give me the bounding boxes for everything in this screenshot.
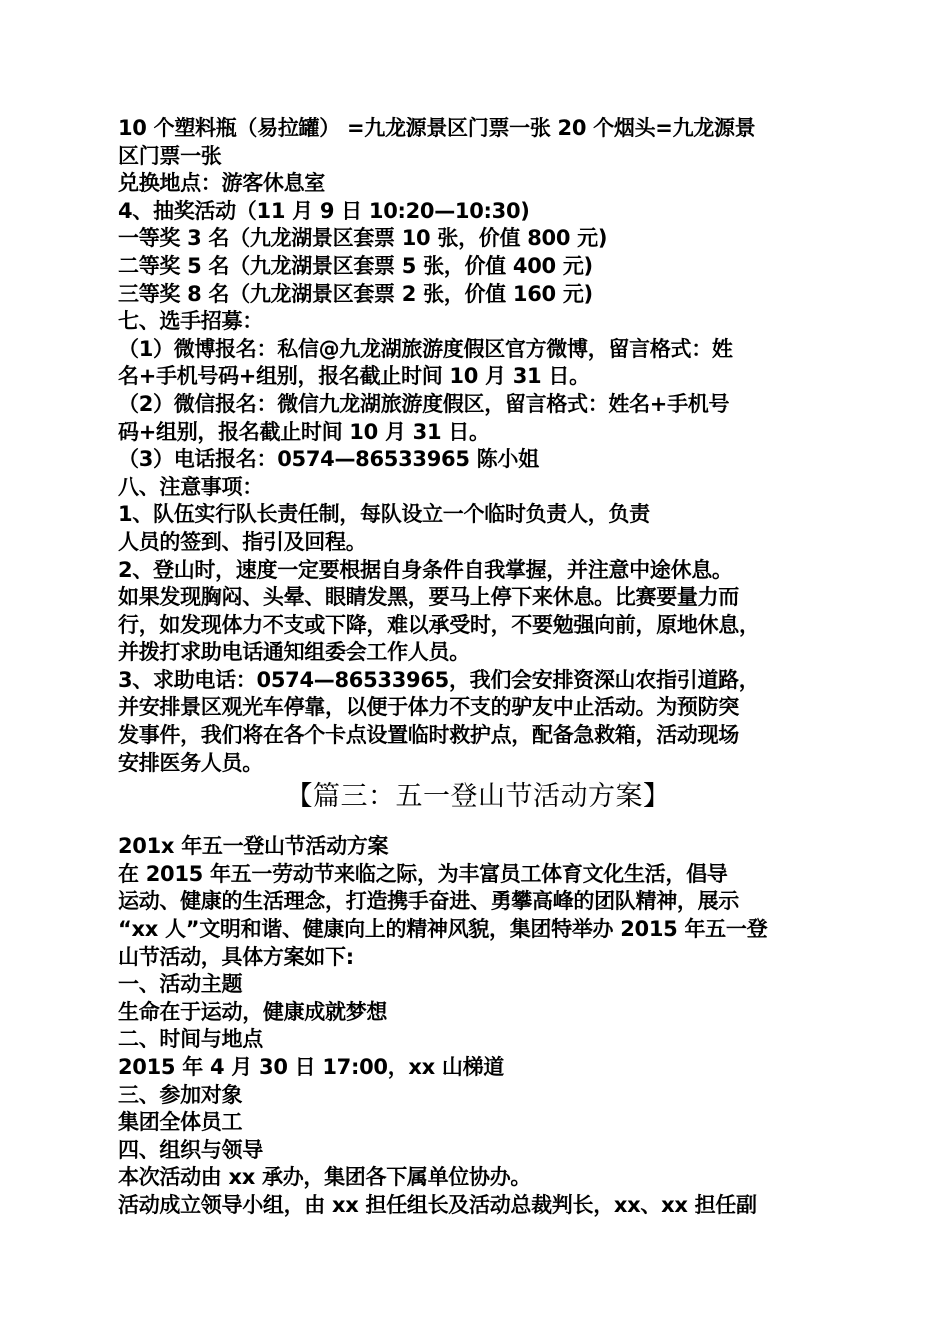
text-line: 三、参加对象 — [118, 1082, 243, 1107]
text-line: 如果发现胸闷、头晕、眼睛发黑，要马上停下来休息。比赛要量力而 — [118, 585, 739, 610]
text-line: 三等奖 8 名（九龙湖景区套票 2 张，价值 160 元) — [118, 281, 593, 306]
text-line: 发事件，我们将在各个卡点设置临时救护点，配备急救箱，活动现场 — [118, 723, 739, 748]
text-line: 本次活动由 xx 承办，集团各下属单位协办。 — [118, 1165, 532, 1190]
text-line: 集团全体员工 — [118, 1110, 243, 1135]
text-line: 四、组织与领导 — [118, 1137, 263, 1162]
text-line: 1、队伍实行队长责任制，每队设立一个临时负责人，负责 — [118, 502, 650, 527]
text-line: 兑换地点：游客休息室 — [118, 171, 325, 196]
text-line: （1）微博报名：私信@九龙湖旅游度假区官方微博，留言格式：姓 — [118, 336, 733, 361]
text-line: 八、注意事项： — [118, 474, 263, 499]
text-line: 在 2015 年五一劳动节来临之际，为丰富员工体育文化生活，倡导 — [118, 861, 728, 886]
text-line: 行，如发现体力不支或下降，难以承受时，不要勉强向前，原地休息， — [118, 612, 760, 637]
text-line: 区门票一张 — [118, 143, 222, 168]
document-body — [118, 115, 838, 1220]
text-line: （3）电话报名：0574—86533965 陈小姐 — [118, 447, 539, 472]
text-line: 运动、健康的生活理念，打造携手奋进、勇攀高峰的团队精神，展示 — [118, 889, 739, 914]
text-line: 二、时间与地点 — [118, 1027, 263, 1052]
text-line: （2）微信报名：微信九龙湖旅游度假区，留言格式：姓名+手机号 — [118, 391, 730, 416]
text-line: 生命在于运动，健康成就梦想 — [118, 999, 388, 1024]
text-line: 安排医务人员。 — [118, 750, 263, 775]
section-three-heading: 【篇三：五一登山节活动方案】 — [285, 781, 671, 813]
text-line: 一、活动主题 — [118, 972, 243, 997]
text-line: “xx 人”文明和谐、健康向上的精神风貌，集团特举办 2015 年五一登 — [118, 917, 768, 942]
section-two-tail — [118, 115, 838, 777]
text-line: 七、选手招募： — [118, 309, 263, 334]
text-line: 10 个塑料瓶（易拉罐） =九龙源景区门票一张 20 个烟头=九龙源景 — [118, 116, 756, 140]
text-line: 4、抽奖活动（11 月 9 日 10:20—10:30) — [118, 198, 530, 223]
text-line: 山节活动，具体方案如下: — [118, 944, 354, 969]
section-three — [118, 833, 838, 1219]
text-line: 3、求助电话：0574—86533965，我们会安排资深山农指引道路， — [118, 667, 760, 692]
text-line: 码+组别，报名截止时间 10 月 31 日。 — [118, 419, 490, 444]
text-line: 二等奖 5 名（九龙湖景区套票 5 张，价值 400 元) — [118, 253, 593, 278]
text-line: 201x 年五一登山节活动方案 — [118, 834, 389, 859]
text-line: 并安排景区观光车停靠，以便于体力不支的驴友中止活动。为预防突 — [118, 695, 739, 720]
text-line: 名+手机号码+组别，报名截止时间 10 月 31 日。 — [118, 364, 590, 389]
spacer — [118, 819, 838, 833]
text-line: 活动成立领导小组，由 xx 担任组长及活动总裁判长，xx、xx 担任副 — [118, 1192, 757, 1217]
text-line: 一等奖 3 名（九龙湖景区套票 10 张，价值 800 元) — [118, 226, 608, 251]
text-line: 人员的签到、指引及回程。 — [118, 529, 367, 554]
text-line: 2、登山时，速度一定要根据自身条件自我掌握，并注意中途休息。 — [118, 557, 733, 582]
text-line: 2015 年 4 月 30 日 17:00，xx 山梯道 — [118, 1055, 504, 1079]
text-line: 并拨打求助电话通知组委会工作人员。 — [118, 640, 470, 665]
